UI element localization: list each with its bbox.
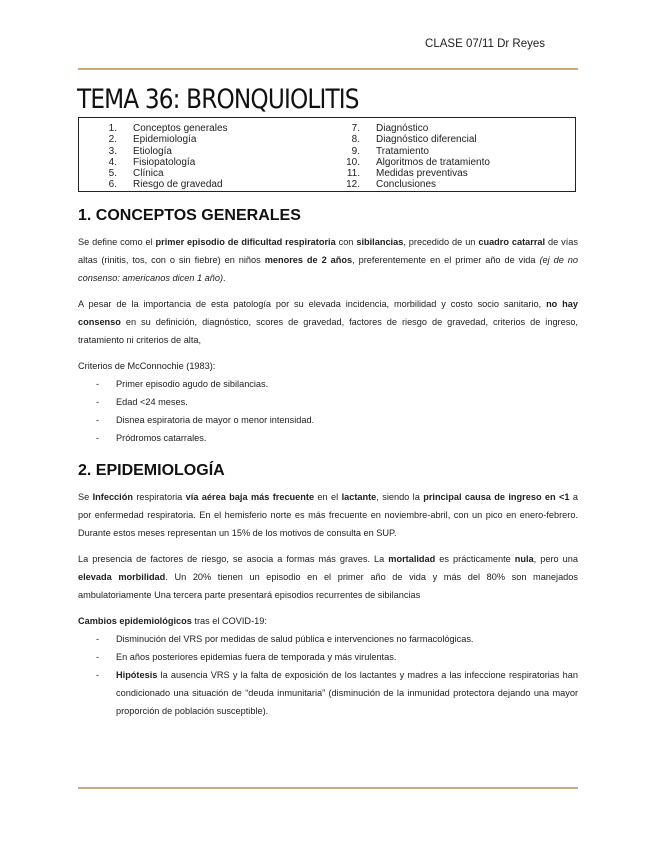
text-run: vía aérea baja más frecuente [185, 492, 315, 502]
list-item-text: Edad <24 meses. [116, 397, 188, 407]
toc-item [91, 123, 228, 134]
toc-item-number: 9. [351, 145, 360, 157]
list-item [78, 375, 578, 393]
section-epidemiologia [78, 462, 578, 720]
list-item-text: Pródromos catarrales. [116, 433, 207, 443]
criteria-list [78, 375, 578, 447]
text-run: sibilancias [356, 237, 404, 247]
toc-item-label: Tratamiento [376, 145, 429, 157]
list-dash: - [96, 433, 100, 443]
toc-item-number: 7. [351, 123, 360, 134]
text-run: nula [514, 554, 534, 564]
toc-item [334, 123, 490, 134]
toc-item-number: 3. [108, 145, 117, 157]
text-run: primer episodio de dificultad respiratoria [155, 237, 336, 247]
text-run: la ausencia VRS y la falta de exposición de los lactantes y madres a las infeccione respiratorias han condicionado una situación de “deuda inmunitaria” (disminución de la inmunidad protectora dejando una mayor proporción de población susceptible). [116, 670, 578, 716]
text-run: lactante [341, 492, 377, 502]
infection-paragraph [78, 488, 578, 542]
toc-item-label: Clínica [133, 168, 164, 180]
text-run: tras el COVID-19: [191, 616, 267, 626]
text-run: principal causa de ingreso en <1 [423, 492, 570, 502]
toc-item [91, 179, 228, 190]
toc-item-number: 5. [108, 168, 117, 180]
toc-item-number: 12. [346, 179, 360, 191]
toc-item-number: 2. [108, 134, 117, 146]
toc-item-number: 6. [108, 179, 117, 191]
text-run: Infección [92, 492, 133, 502]
toc-left-column [91, 123, 228, 191]
text-run: . Un 20% tienen un episodio en el primer año de vida y más del 80% son manejados ambulatoriamente Una tercera parte presentará episodios recurrentes de sibilancias [78, 572, 578, 600]
text-run: cuadro catarral [478, 237, 546, 247]
toc-item [334, 168, 490, 179]
list-item-text [116, 652, 396, 662]
text-run: En años posteriores epidemias fuera de temporada y más virulentas. [116, 652, 397, 662]
toc-item-label: Diagnóstico diferencial [376, 134, 477, 146]
text-run: La presencia de factores de riesgo, se asocia a formas más graves. La [78, 554, 389, 564]
changes-title [78, 612, 578, 630]
text-run: elevada morbilidad [78, 572, 166, 582]
toc-item-label: Fisiopatología [133, 156, 196, 168]
toc-item-number: 11. [346, 168, 360, 180]
toc-item-number: 1. [108, 123, 117, 134]
toc-item-label: Conclusiones [376, 179, 437, 191]
list-dash: - [96, 652, 100, 662]
text-run: no hay consenso [78, 299, 578, 327]
list-item [78, 666, 578, 720]
text-run: , preferentemente en el primer año de vida [352, 255, 540, 265]
text-run: , precedido de un [403, 237, 479, 247]
definition-paragraph [78, 233, 578, 287]
toc-item-label: Conceptos generales [133, 123, 228, 134]
list-item [78, 411, 578, 429]
class-header: CLASE 07/11 Dr Reyes [425, 38, 545, 50]
text-run: (ej de no consenso: americanos dicen 1 año) [78, 255, 578, 283]
text-run: respiratoria [132, 492, 186, 502]
list-item [78, 429, 578, 447]
list-item-text [116, 634, 473, 644]
text-run: en su definición, diagnóstico, scores de gravedad, factores de riesgo de gravedad, criterios de ingreso, tratamiento ni criterios de alta, [78, 317, 578, 345]
text-run: menores de 2 años [264, 255, 353, 265]
toc-right-column [334, 123, 490, 191]
risk-paragraph [78, 550, 578, 604]
list-item-text [116, 670, 578, 716]
toc-item [91, 134, 228, 145]
toc-item [91, 157, 228, 168]
list-dash: - [96, 415, 100, 425]
text-run: es prácticamente [435, 554, 515, 564]
section-heading: 1. CONCEPTOS GENERALES [78, 207, 301, 224]
toc-item [334, 179, 490, 190]
toc-item-label: Diagnóstico [376, 123, 429, 134]
text-run: Se [78, 492, 93, 502]
list-item-text: Primer episodio agudo de sibilancias. [116, 379, 269, 389]
bottom-rule [78, 787, 578, 789]
toc-item [334, 146, 490, 157]
text-run: . [223, 273, 226, 283]
table-of-contents [78, 117, 576, 192]
text-run: Hipótesis [116, 670, 158, 680]
consensus-paragraph [78, 295, 578, 349]
text-run: , pero una [533, 554, 578, 564]
toc-item [91, 146, 228, 157]
text-run: , siendo la [376, 492, 424, 502]
text-run: Disminución del VRS por medidas de salud pública e intervenciones no farmacológicas. [116, 634, 474, 644]
text-run: con [335, 237, 357, 247]
list-item [78, 630, 578, 648]
list-item-text: Disnea espiratoria de mayor o menor intensidad. [116, 415, 315, 425]
list-item [78, 393, 578, 411]
toc-item-label: Riesgo de gravedad [133, 179, 223, 191]
top-rule [78, 68, 578, 70]
text-run: mortalidad [388, 554, 436, 564]
list-dash: - [96, 397, 100, 407]
criteria-title: Criterios de McConnochie (1983): [78, 361, 216, 371]
toc-item-number: 8. [351, 134, 360, 146]
toc-item-label: Etiología [133, 145, 172, 157]
text-run: Cambios epidemiológicos [78, 616, 192, 626]
toc-item-label: Algoritmos de tratamiento [376, 156, 490, 168]
list-dash: - [96, 379, 100, 389]
toc-item [91, 168, 228, 179]
text-run: de vías altas (rinitis, tos, con o sin fiebre) en niños [78, 237, 578, 265]
page-title: TEMA 36: BRONQUIOLITIS [77, 84, 359, 115]
toc-item-label: Medidas preventivas [376, 168, 468, 180]
text-run: en el [314, 492, 342, 502]
toc-item-number: 4. [108, 156, 117, 168]
text-run: Se define como el [78, 237, 156, 247]
text-run: A pesar de la importancia de esta patología por su elevada incidencia, morbilidad y costo socio sanitario, [78, 299, 547, 309]
changes-list [78, 630, 578, 720]
list-item [78, 648, 578, 666]
text-run: a por enfermedad respiratoria. En el hemisferio norte es más frecuente en noviembre-abril, con un pico en enero-febrero. Durante estos meses representan un 15% de los motivos de consulta en SUP. [78, 492, 578, 538]
toc-item [334, 157, 490, 168]
section-conceptos-generales [78, 207, 578, 447]
toc-item-label: Epidemiología [133, 134, 197, 146]
section-heading: 2. EPIDEMIOLOGÍA [78, 462, 225, 479]
list-dash: - [96, 634, 100, 644]
list-dash: - [96, 670, 100, 680]
toc-item-number: 10. [346, 156, 360, 168]
toc-item [334, 134, 490, 145]
